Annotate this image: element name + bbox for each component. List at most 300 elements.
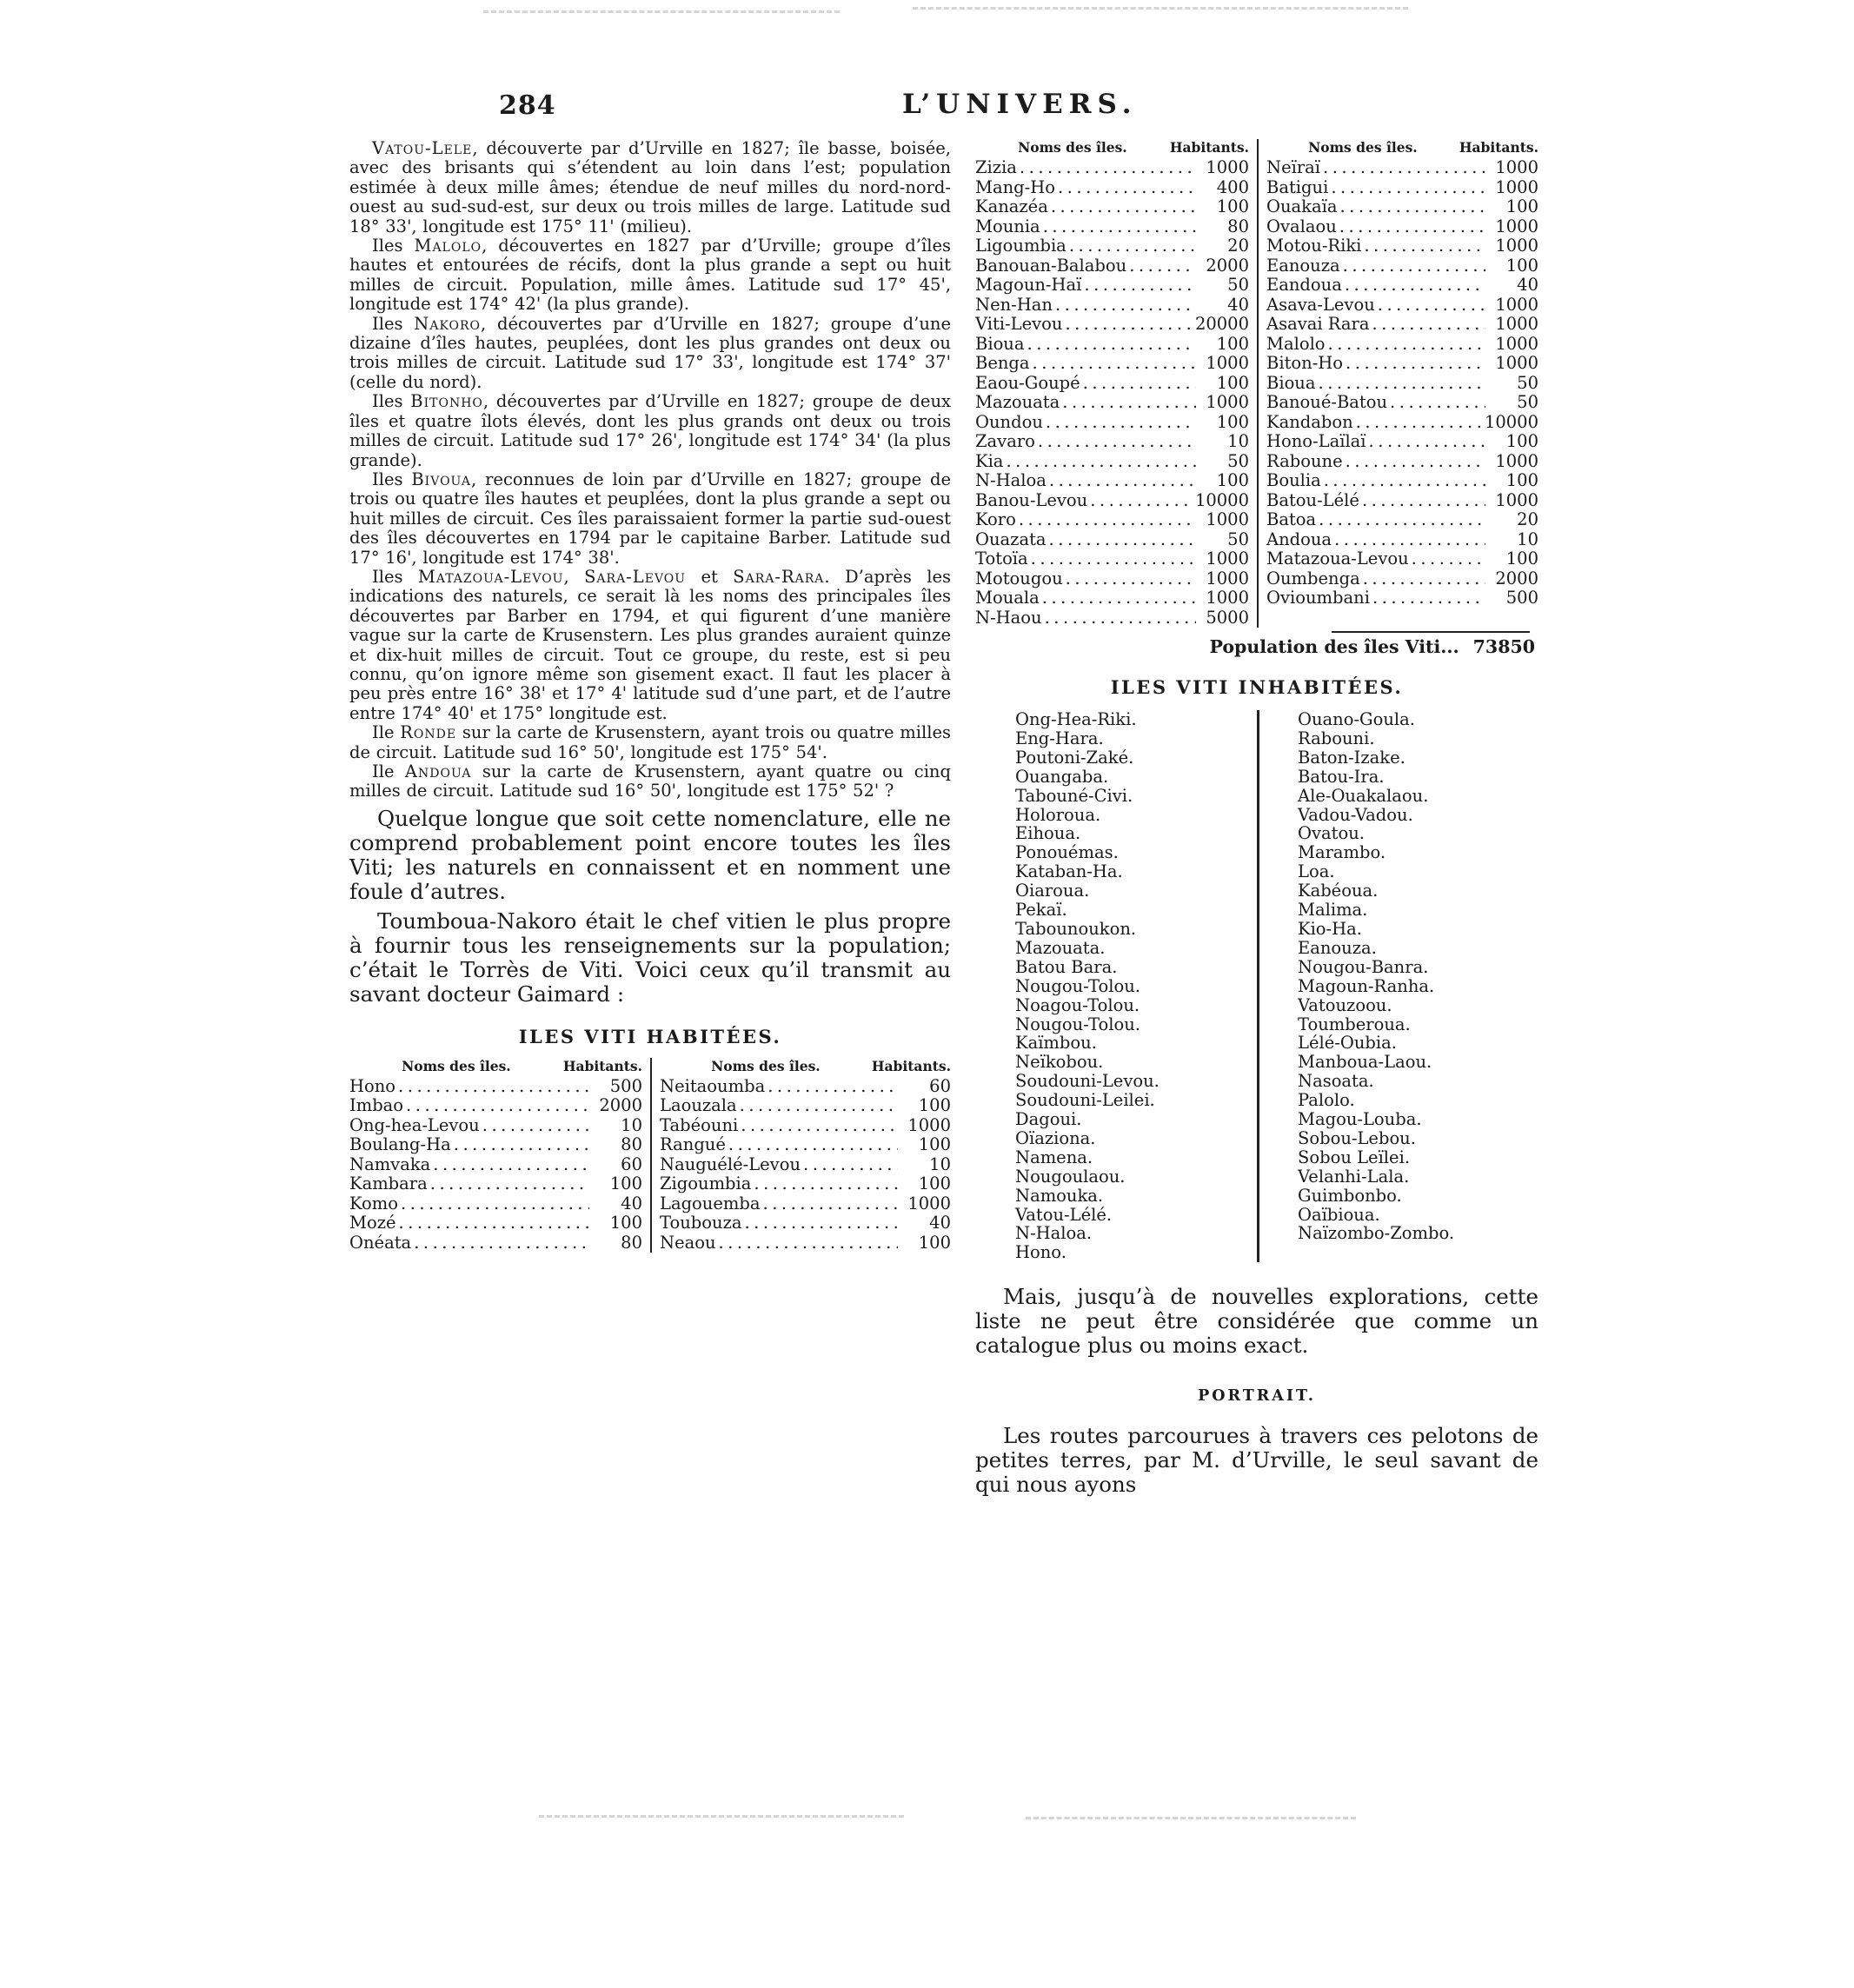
table-row — [1266, 549, 1538, 569]
table-row — [1266, 393, 1538, 413]
island-list-item: Magoun-Ranha. — [1298, 975, 1435, 996]
habitees-table — [349, 1058, 951, 1253]
scan-artifact-bottom-left — [539, 1815, 904, 1818]
table-row — [349, 1096, 642, 1116]
habitants-value: 10 — [621, 1114, 642, 1135]
dot-leader — [1042, 588, 1196, 608]
table-row — [975, 549, 1249, 569]
dot-leader — [754, 1174, 898, 1194]
habitants-value: 100 — [918, 1232, 951, 1253]
habitants-value: 1000 — [1206, 549, 1249, 568]
habitants-value: 100 — [609, 1213, 642, 1233]
dot-leader — [399, 1213, 589, 1233]
island-name: Nakoro — [414, 313, 482, 334]
island-notice — [349, 568, 951, 723]
scan-artifact-top-right — [913, 7, 1408, 10]
island-list-item: Vatouzoou. — [1298, 994, 1392, 1015]
inhabitees-list — [975, 710, 1538, 1262]
island-list-item: Tabounoukon. — [1015, 918, 1137, 939]
viti-table-right-header — [1266, 139, 1538, 156]
island-name: Raboune — [1266, 450, 1343, 471]
island-name: Batoa — [1266, 509, 1317, 529]
dot-leader — [1049, 471, 1196, 491]
habitants-value: 20 — [1517, 509, 1538, 529]
habitees-table-right-header — [660, 1058, 951, 1074]
island-list-item: Nougoulaou. — [1015, 1166, 1126, 1187]
table-row — [1266, 217, 1538, 237]
habitants-value: 1000 — [1495, 353, 1538, 373]
dot-leader — [1019, 510, 1196, 530]
island-list-item: Nougou-Banra. — [1298, 956, 1429, 977]
island-name: Banouan-Balabou — [975, 255, 1127, 276]
total-rule — [1332, 631, 1530, 633]
dot-leader — [1345, 276, 1485, 296]
table-row — [975, 256, 1249, 276]
island-name: Laouzala — [660, 1095, 737, 1116]
habitants-value: 100 — [1505, 196, 1538, 216]
dot-leader — [744, 1213, 898, 1233]
island-name: Motou-Riki — [1266, 236, 1362, 256]
island-list-item: Kabéoua. — [1298, 881, 1379, 901]
island-name: N-Haloa — [975, 470, 1047, 490]
island-name: Eandoua — [1266, 275, 1342, 295]
island-list-item: Nougou-Tolou. — [1015, 975, 1141, 996]
island-list-item: N-Haloa. — [1015, 1223, 1093, 1244]
table-row — [975, 608, 1249, 628]
table-row — [1266, 530, 1538, 550]
table-row — [660, 1116, 951, 1136]
habitants-value: 100 — [1216, 333, 1249, 354]
island-list-item: Sobou Leïlei. — [1298, 1147, 1411, 1167]
island-list-item: Namena. — [1015, 1147, 1093, 1167]
island-name: Vatou-Lele — [372, 138, 473, 158]
habitants-value: 1000 — [1206, 509, 1249, 529]
table-row — [1266, 236, 1538, 256]
island-name: Mozé — [349, 1213, 396, 1233]
dot-leader — [1319, 374, 1486, 394]
viti-table-right-half — [1257, 139, 1538, 628]
notice-text: , découvertes par d’Urville en 1827; groupe d’une dizaine d’îles hautes, peuplées, dont les plus grandes ont deux ou trois milles de circuit. Latitude sud 17° 33', longitude est 174° 37' (celle du nord). — [349, 313, 952, 392]
habitants-value: 2000 — [1495, 568, 1538, 588]
running-title: L’UNIVERS. — [902, 89, 1138, 120]
column-header-names: Noms des îles. — [402, 1057, 511, 1074]
habitants-value: 100 — [1505, 470, 1538, 490]
table-row — [975, 471, 1249, 491]
island-list-item: Kataban-Ha. — [1015, 861, 1123, 882]
table-row — [975, 569, 1249, 589]
dot-leader — [1020, 158, 1196, 178]
dot-leader — [454, 1135, 589, 1155]
island-name: Bitonho — [410, 391, 483, 412]
dot-leader — [1045, 608, 1196, 628]
column-header-habitants: Habitants. — [1459, 139, 1538, 156]
island-list-item: Eihoua. — [1015, 823, 1081, 844]
island-list-item: Ovatou. — [1298, 823, 1365, 844]
dot-leader — [414, 1233, 589, 1253]
table-row — [975, 510, 1249, 530]
dot-leader — [1331, 178, 1485, 198]
table-row — [1266, 335, 1538, 355]
dot-leader — [1043, 217, 1196, 237]
habitants-value: 100 — [918, 1095, 951, 1116]
island-name: Mazouata — [975, 392, 1060, 412]
habitants-value: 1000 — [1495, 314, 1538, 334]
island-list-item: Holoroua. — [1015, 804, 1101, 825]
table-row — [975, 393, 1249, 413]
island-name: Zavaro — [975, 431, 1035, 451]
table-row — [1266, 510, 1538, 530]
habitants-value: 60 — [929, 1075, 951, 1096]
island-list-item: Oïaziona. — [1015, 1127, 1096, 1148]
dot-leader — [482, 1116, 589, 1136]
island-name: Neaou — [660, 1232, 716, 1253]
island-notice — [349, 315, 951, 393]
island-name: Koro — [975, 509, 1016, 529]
population-total — [975, 636, 1538, 657]
island-list-item: Batou Bara. — [1015, 956, 1118, 977]
table-row — [975, 413, 1249, 433]
island-list-item: Ale-Ouakalaou. — [1298, 785, 1429, 806]
island-list-item: Namouka. — [1015, 1185, 1104, 1206]
habitants-value: 40 — [1517, 275, 1538, 295]
island-list-item: Nasoata. — [1298, 1071, 1374, 1092]
table-row — [349, 1155, 642, 1175]
island-name: Kia — [975, 450, 1004, 471]
island-notice — [349, 139, 951, 236]
island-name: Bivoua — [411, 469, 472, 489]
island-list-item: Nougou-Tolou. — [1015, 1014, 1141, 1034]
dot-leader — [1129, 256, 1196, 276]
island-name: Biton-Ho — [1266, 353, 1344, 373]
habitants-value: 400 — [1216, 176, 1249, 197]
island-list-item: Magou-Louba. — [1298, 1109, 1422, 1130]
island-list-item: Toumberoua. — [1298, 1014, 1411, 1034]
dot-leader — [1055, 296, 1196, 316]
table-row — [975, 315, 1249, 335]
dot-leader — [1412, 549, 1485, 569]
island-name: Nauguélé-Levou — [660, 1154, 801, 1174]
table-row — [1266, 354, 1538, 374]
column-header-habitants: Habitants. — [562, 1057, 642, 1074]
habitants-value: 60 — [621, 1154, 642, 1174]
island-name: Batigui — [1266, 176, 1329, 197]
notice-text: . D’après les indications des naturels, ce serait là les noms des principales îles découvertes par Barber en 1794, et qui figurent d’une manière vague sur la carte de Krusenstern. Les plus grandes auraient quinze et dix-huit milles de circuit. Tout ce groupe, du reste, est si peu connu, qu’on ignore même son gisement exact. Il faut les placer à peu près entre 16° 38' et 17° 4' latitude sud d’une part, et de l’autre entre 174° 40' et 175° longitude est. — [349, 566, 951, 723]
habitants-value: 500 — [1505, 588, 1538, 608]
table-row — [1266, 588, 1538, 608]
habitants-value: 100 — [1505, 549, 1538, 568]
dot-leader — [406, 1096, 589, 1116]
column-header-names: Noms des îles. — [1308, 139, 1418, 156]
island-name: Malolo — [414, 236, 482, 256]
habitees-table-left-header — [349, 1058, 642, 1074]
island-name: Namvaka — [349, 1154, 431, 1174]
habitants-value: 2000 — [599, 1095, 642, 1116]
dot-leader — [1372, 588, 1485, 608]
dot-leader — [1378, 296, 1485, 316]
table-row — [349, 1194, 642, 1214]
dot-leader — [1038, 432, 1196, 452]
table-row — [660, 1077, 951, 1097]
portrait-heading: PORTRAIT. — [1198, 1387, 1316, 1406]
table-row — [1266, 197, 1538, 217]
island-name: Oumbenga — [1266, 568, 1360, 588]
dot-leader — [1339, 197, 1485, 217]
dot-leader — [1334, 530, 1485, 550]
dot-leader — [1362, 491, 1485, 511]
island-name: Neïraï — [1266, 157, 1321, 177]
island-name: Sara-Levou — [584, 566, 687, 587]
island-name: Lagouemba — [660, 1193, 761, 1213]
habitants-value: 50 — [1227, 450, 1249, 471]
habitants-value: 100 — [609, 1174, 642, 1194]
habitants-value: 10 — [929, 1154, 951, 1174]
table-row — [1266, 276, 1538, 296]
habitants-value: 1000 — [1495, 333, 1538, 354]
island-name: Zigoumbia — [660, 1174, 752, 1194]
habitees-table-left-half — [349, 1058, 650, 1253]
left-column — [349, 139, 951, 1253]
island-notice — [349, 392, 951, 470]
island-name: Ligoumbia — [975, 236, 1067, 256]
dot-leader — [1328, 335, 1485, 355]
viti-table-left-half — [975, 139, 1257, 628]
island-list-item: Hono. — [1015, 1242, 1067, 1263]
habitants-value: 2000 — [1206, 255, 1249, 276]
table-row — [1266, 374, 1538, 394]
table-row — [975, 335, 1249, 355]
habitees-right-rows — [660, 1077, 951, 1253]
island-name: Kambara — [349, 1174, 428, 1194]
habitants-value: 40 — [621, 1193, 642, 1213]
habitants-value: 500 — [609, 1075, 642, 1096]
table-row — [975, 354, 1249, 374]
island-name: Neitaoumba — [660, 1075, 766, 1096]
island-name: Mouala — [975, 588, 1040, 608]
habitants-value: 100 — [1216, 372, 1249, 393]
viti-right-rows — [1266, 158, 1538, 608]
dot-leader — [1084, 276, 1196, 296]
dot-leader — [1051, 197, 1196, 217]
habitants-value: 1000 — [1495, 176, 1538, 197]
island-name: Onéata — [349, 1232, 412, 1253]
island-list-item: Kaïmbou. — [1015, 1033, 1097, 1054]
dot-leader — [803, 1155, 898, 1175]
dot-leader — [1069, 236, 1196, 256]
island-list-item: Marambo. — [1298, 842, 1386, 863]
dot-leader — [1031, 549, 1196, 569]
island-list-item: Pekaï. — [1015, 900, 1067, 921]
island-name: Banoué-Batou — [1266, 392, 1388, 412]
habitants-value: 100 — [918, 1134, 951, 1155]
table-row — [349, 1213, 642, 1233]
island-list-item: Oiaroua. — [1015, 881, 1090, 901]
island-list-item: Ouano-Goula. — [1298, 709, 1415, 729]
island-name: Asava-Levou — [1266, 294, 1375, 315]
dot-leader — [1339, 217, 1485, 237]
dot-leader — [1319, 510, 1485, 530]
dot-leader — [1372, 315, 1486, 335]
body-paragraph: Quelque longue que soit cette nomenclature, elle ne comprend probablement point encore toutes les îles Viti; les naturels en connaissent et en nomment une foule d’autres. — [349, 805, 951, 904]
island-list-item: Ouangaba. — [1015, 766, 1109, 787]
island-name: Kanazéa — [975, 196, 1048, 216]
habitants-value: 80 — [621, 1134, 642, 1155]
table-row — [349, 1233, 642, 1253]
dot-leader — [1066, 569, 1196, 589]
table-row — [975, 197, 1249, 217]
island-list-item: Malima. — [1298, 900, 1368, 921]
dot-leader — [1090, 491, 1193, 511]
dot-leader — [1346, 452, 1485, 472]
notice-text: , reconnues de loin par d’Urville en 1827; groupe de trois ou quatre îles hautes et peuplées, dont la plus grande a sept ou huit milles de circuit. Ces îles paraissaient former la partie sud-ouest des îles découvertes en 1794 par le capitaine Barber. Latitude sud 17° 16', longitude est 174° 38'. — [349, 469, 951, 568]
island-list-item: Sobou-Lebou. — [1298, 1127, 1416, 1148]
dot-leader — [1083, 374, 1196, 394]
table-row — [1266, 452, 1538, 472]
habitants-value: 100 — [1216, 411, 1249, 432]
island-list-item: Poutoni-Zaké. — [1015, 747, 1134, 768]
dot-leader — [398, 1077, 589, 1097]
island-list-item: Guimbonbo. — [1298, 1185, 1402, 1206]
table-row — [1266, 413, 1538, 433]
notice-text: Ile — [372, 761, 405, 781]
island-name: Bioua — [1266, 372, 1316, 393]
island-notice — [349, 470, 951, 568]
island-name: Asavai Rara — [1266, 314, 1370, 334]
habitants-value: 1000 — [1495, 236, 1538, 256]
island-name: Boulang-Ha — [349, 1134, 451, 1155]
island-name: Ong-hea-Levou — [349, 1114, 480, 1135]
table-row — [660, 1194, 951, 1214]
table-row — [975, 374, 1249, 394]
habitants-value: 40 — [1227, 294, 1249, 315]
habitants-value: 100 — [1216, 470, 1249, 490]
habitants-value: 10 — [1517, 529, 1538, 549]
dot-leader — [1323, 158, 1485, 178]
habitants-value: 1000 — [1206, 392, 1249, 412]
island-name: Benga — [975, 353, 1030, 373]
dot-leader — [1027, 335, 1197, 355]
inhabitees-title: ILES VITI INHABITÉES. — [1110, 676, 1404, 698]
dot-leader — [719, 1233, 898, 1253]
habitants-value: 1000 — [1206, 588, 1249, 608]
population-total-label: Population des îles Viti... — [1209, 636, 1459, 657]
habitants-value: 80 — [621, 1232, 642, 1253]
island-list-item: Ong-Hea-Riki. — [1015, 709, 1137, 729]
island-name: Hono — [349, 1075, 396, 1096]
island-list-item: Soudouni-Levou. — [1015, 1071, 1160, 1092]
island-name: Matazoua-Levou — [1266, 549, 1409, 568]
island-list-item: Soudouni-Leilei. — [1015, 1090, 1155, 1111]
table-row — [349, 1135, 642, 1155]
habitants-value: 1000 — [1206, 353, 1249, 373]
table-row — [1266, 432, 1538, 452]
inhabitees-right-list — [1257, 710, 1538, 1262]
island-list-item: Tabouné-Civi. — [1015, 785, 1133, 806]
table-row — [349, 1077, 642, 1097]
notice-text: Iles — [372, 566, 418, 587]
island-name: Ouazata — [975, 529, 1047, 549]
island-list-item: Mazouata. — [1015, 937, 1106, 958]
island-list-item: Dagoui. — [1015, 1109, 1082, 1130]
island-name: Ouakaïa — [1266, 196, 1338, 216]
island-name: Totoïa — [975, 549, 1028, 568]
habitees-table-title: ILES VITI HABITÉES. — [518, 1025, 782, 1047]
island-name: Motougou — [975, 568, 1063, 588]
notice-text: sur la carte de Krusenstern, ayant trois ou quatre milles de circuit. Latitude sud 16° 50', longitude est 175° 54'. — [349, 722, 951, 762]
island-list-item: Neïkobou. — [1015, 1052, 1104, 1073]
scan-artifact-top-left — [483, 10, 840, 13]
portrait-paragraph: Les routes parcourues à travers ces pelotons de petites terres, par M. d’Urville, le seul savant de qui nous ayons — [975, 1423, 1538, 1498]
column-header-habitants: Habitants. — [871, 1057, 951, 1074]
habitants-value: 10000 — [1484, 411, 1538, 432]
habitants-value: 50 — [1227, 275, 1249, 295]
island-name: Andoua — [404, 761, 472, 781]
island-list-item: Vatou-Lélé. — [1015, 1204, 1113, 1225]
island-notices — [349, 139, 951, 801]
island-list-item: Kio-Ha. — [1298, 918, 1362, 939]
dot-leader — [433, 1155, 589, 1175]
island-name: Oundou — [975, 411, 1043, 432]
island-name: Imbao — [349, 1095, 404, 1116]
dot-leader — [1049, 530, 1196, 550]
island-list-item: Naïzombo-Zombo. — [1298, 1223, 1455, 1244]
table-row — [975, 452, 1249, 472]
table-row — [1266, 569, 1538, 589]
table-row — [660, 1096, 951, 1116]
table-row — [1266, 296, 1538, 316]
notice-text: Iles — [372, 391, 411, 412]
habitants-value: 100 — [1505, 431, 1538, 451]
column-header-names: Noms des îles. — [711, 1057, 821, 1074]
dot-leader — [1006, 452, 1196, 472]
island-list-item: Oaïbioua. — [1298, 1204, 1380, 1225]
table-row — [1266, 158, 1538, 178]
dot-leader — [1058, 178, 1196, 198]
island-name: Mang-Ho — [975, 176, 1055, 197]
island-name: Toubouza — [660, 1213, 742, 1233]
island-name: Eanouza — [1266, 255, 1340, 276]
table-row — [349, 1174, 642, 1194]
table-row — [1266, 471, 1538, 491]
notice-text: Iles — [372, 236, 415, 256]
island-list-item: Batou-Ira. — [1298, 766, 1385, 787]
column-header-names: Noms des îles. — [1018, 139, 1127, 156]
right-column — [975, 139, 1538, 1497]
dot-leader — [1346, 354, 1485, 374]
island-name: Mounia — [975, 216, 1040, 236]
habitants-value: 1000 — [1206, 157, 1249, 177]
island-name: Batou-Lélé — [1266, 489, 1359, 510]
island-list-item: Velanhi-Lala. — [1298, 1166, 1410, 1187]
column-header-habitants: Habitants. — [1169, 139, 1249, 156]
table-row — [660, 1233, 951, 1253]
dot-leader — [1369, 432, 1485, 452]
dot-leader — [1033, 354, 1196, 374]
table-row — [660, 1213, 951, 1233]
dot-leader — [1390, 393, 1485, 413]
dot-leader — [728, 1135, 898, 1155]
island-name: Banou-Levou — [975, 489, 1088, 510]
body-paragraph: Toumboua-Nakoro était le chef vitien le plus propre à fournir tous les renseignements sur la population; c’était le Torrès de Viti. Voici ceux qu’il transmit au savant docteur Gaimard : — [349, 908, 951, 1007]
dot-leader — [1364, 236, 1485, 256]
island-name: Ovalaou — [1266, 216, 1337, 236]
habitants-value: 1000 — [1495, 294, 1538, 315]
island-list-item: Noagou-Tolou. — [1015, 994, 1140, 1015]
table-row — [975, 236, 1249, 256]
table-row — [975, 296, 1249, 316]
habitants-value: 50 — [1227, 529, 1249, 549]
island-name: Komo — [349, 1193, 399, 1213]
island-list-item: Rabouni. — [1298, 728, 1375, 748]
